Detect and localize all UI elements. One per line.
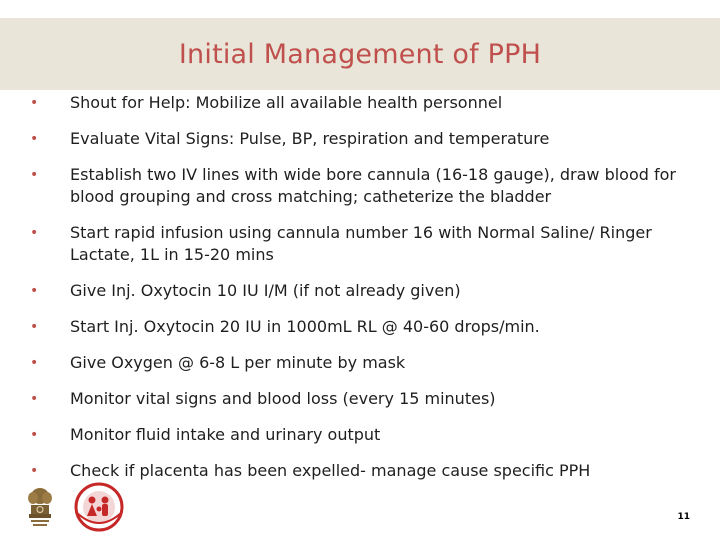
- bullet-dot-icon: •: [30, 391, 39, 407]
- page-number: 11: [677, 512, 690, 522]
- list-item-text: Shout for Help: Mobilize all available health personnel: [70, 93, 503, 112]
- nrhm-logo-icon: [68, 482, 130, 532]
- list-item: [30, 92, 700, 114]
- list-item: [30, 128, 700, 150]
- list-item: [30, 164, 700, 208]
- list-item-text: Evaluate Vital Signs: Pulse, BP, respiration and temperature: [70, 129, 550, 148]
- bullet-dot-icon: •: [30, 355, 39, 371]
- list-item: [30, 316, 700, 338]
- list-item-text: Start rapid infusion using cannula number 16 with Normal Saline/ Ringer Lactate, 1L in 15-20 mins: [70, 223, 652, 264]
- national-emblem-icon: [22, 486, 58, 532]
- list-item: [30, 280, 700, 302]
- slide-title: Initial Management of PPH: [178, 38, 542, 70]
- bullet-list: [30, 92, 700, 482]
- list-item-text: Monitor fluid intake and urinary output: [70, 425, 381, 444]
- list-item: [30, 424, 700, 446]
- list-item-text: Start Inj. Oxytocin 20 IU in 1000mL RL @ 40-60 drops/min.: [70, 317, 540, 336]
- bullet-dot-icon: •: [30, 319, 39, 335]
- list-item: [30, 388, 700, 410]
- bullet-dot-icon: •: [30, 225, 39, 241]
- title-band: [0, 18, 720, 90]
- list-item: [30, 222, 700, 266]
- bullet-dot-icon: •: [30, 95, 39, 111]
- list-item-text: Give Oxygen @ 6-8 L per minute by mask: [70, 353, 406, 372]
- bullet-dot-icon: •: [30, 463, 39, 479]
- bullet-dot-icon: •: [30, 131, 39, 147]
- list-item: [30, 352, 700, 374]
- bullet-dot-icon: •: [30, 283, 39, 299]
- list-item-text: Check if placenta has been expelled- manage cause specific PPH: [70, 461, 591, 480]
- bullet-dot-icon: •: [30, 427, 39, 443]
- bullet-dot-icon: •: [30, 167, 39, 183]
- list-item-text: Give Inj. Oxytocin 10 IU I/M (if not already given): [70, 281, 461, 300]
- list-item: [30, 460, 700, 482]
- list-item-text: Monitor vital signs and blood loss (every 15 minutes): [70, 389, 496, 408]
- list-item-text: Establish two IV lines with wide bore cannula (16-18 gauge), draw blood for blood grouping and cross matching; catheterize the bladder: [70, 165, 676, 206]
